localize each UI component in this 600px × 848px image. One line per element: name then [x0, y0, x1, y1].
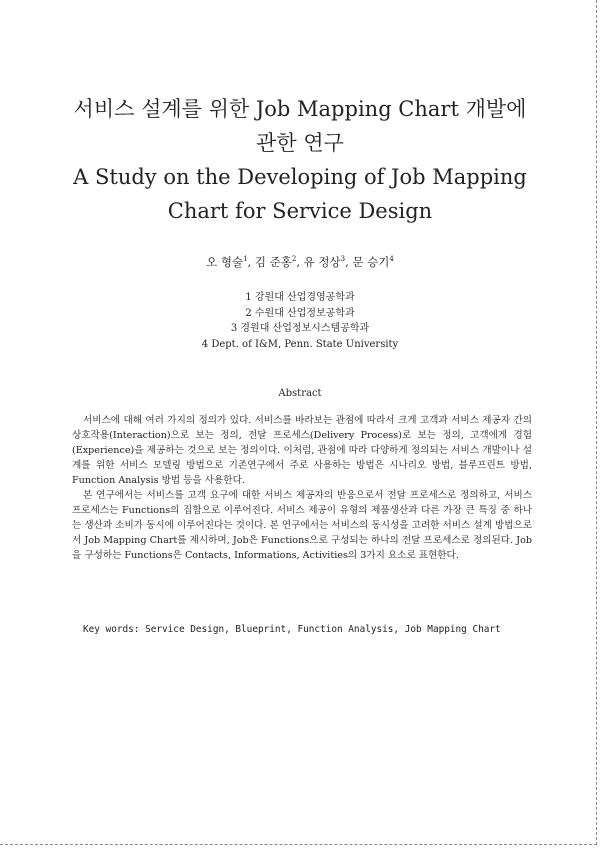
- korean-title-line-2: 관한 연구: [256, 131, 344, 155]
- author-name: 오 형술: [206, 255, 244, 269]
- affiliation-list: [0, 290, 600, 352]
- korean-title-line-1: 서비스 설계를 위한 Job Mapping Chart 개발에: [73, 97, 527, 121]
- author-mark: 1: [243, 255, 248, 264]
- author-mark: 2: [291, 255, 297, 264]
- abstract-paragraph-2: 본 연구에서는 서비스를 고객 요구에 대한 서비스 제공자의 반응으로서 전달 프로세스로 정의하고, 서비스 프로세스는 Functions의 집합으로 이루어진다. 서비스 제공이 유형의 제품생산과 다른 가장 큰 특징 중 하나는 생산과 소비가 동시에 이루어진다는 것이다. 본 연구에서는 서비스의 동시성을 고려한 서비스 설계 방법으로서 Job Mapping Chart를 제시하며, Job은 Functions으로 구성되는 하나의 전달 프로세스로 정의된다. Job을 구성하는 Functions은 Contacts, Informations, Activities의 3가지 요소로 표현한다.: [72, 490, 532, 561]
- abstract-body: [72, 413, 532, 563]
- affiliation-item: 4 Dept. of I&M, Penn. State University: [201, 338, 399, 350]
- abstract-paragraph-1: 서비스에 대해 여러 가지의 정의가 있다. 서비스를 바라보는 관점에 따라서 크게 고객과 서비스 제공자 간의 상호작용(Interaction)으로 보는 정의, 전달 프로세스(Delivery Process)로 보는 정의, 고객에게 경험(Experience)을 제공하는 것으로 보는 정의이다. 이처럼, 관점에 따라 다양하게 정의되는 서비스 개발이나 설계를 위한 서비스 모델링 방법으로 기존연구에서 주로 사용하는 방법은 시나리오 방법, 블루프린트 방법, Function Analysis 방법 등을 사용한다.: [72, 415, 532, 486]
- author-name: 문 승기: [352, 255, 390, 269]
- paper-title: [0, 92, 600, 228]
- english-title-line-2: Chart for Service Design: [167, 199, 433, 223]
- english-title-line-1: A Study on the Developing of Job Mapping: [73, 165, 527, 189]
- affiliation-item: 1 강원대 산업경영공학과: [245, 292, 355, 303]
- author-list: 오 형술$^1$, 김 준홍$^2$, 유 정상$^3$, 문 승기$^4$: [206, 255, 394, 269]
- author-name: 유 정상: [303, 255, 341, 269]
- author-name: 김 준홍: [254, 255, 292, 269]
- abstract-heading: Abstract: [278, 388, 322, 399]
- affiliation-item: 3 경원대 산업정보시스템공학과: [230, 323, 370, 334]
- keywords: Key words: Service Design, Blueprint, Function Analysis, Job Mapping Chart: [83, 624, 501, 635]
- author-mark: 3: [340, 255, 346, 264]
- affiliation-item: 2 수원대 산업정보공학과: [245, 307, 355, 319]
- author-mark: 4: [389, 255, 394, 264]
